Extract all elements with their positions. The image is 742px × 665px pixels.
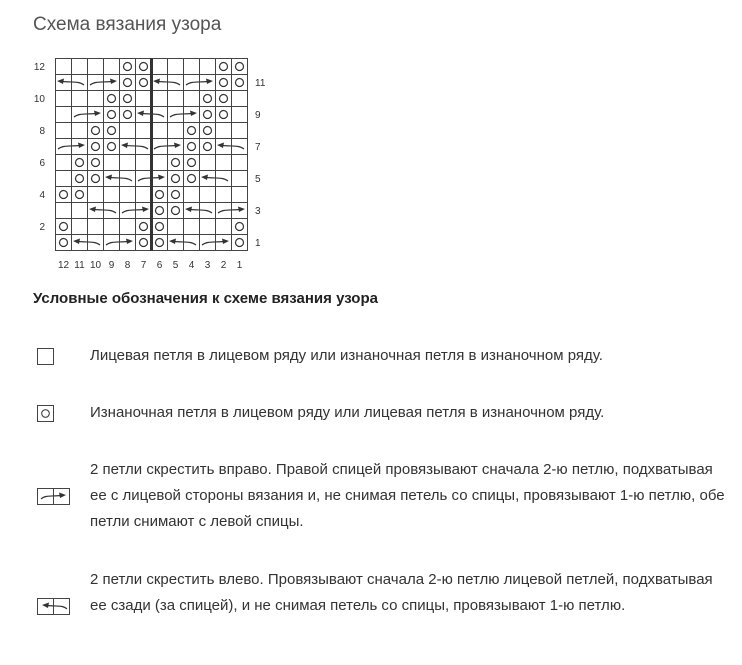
chart-cell: [56, 171, 72, 187]
column-label: 10: [89, 260, 102, 271]
chart-cell: [136, 123, 152, 139]
chart-cell: [184, 59, 200, 75]
column-label: 1: [236, 260, 243, 271]
chart-cell: [184, 203, 200, 219]
chart-cell: [136, 187, 152, 203]
column-label: 4: [188, 260, 195, 271]
chart-cell: [56, 203, 72, 219]
chart-cell: [88, 171, 104, 187]
chart-cell: [56, 123, 72, 139]
chart-cell: [216, 123, 232, 139]
chart-cell: [88, 59, 104, 75]
chart-cell: [232, 91, 248, 107]
chart-cell: [184, 187, 200, 203]
chart-cell: [232, 235, 248, 251]
chart-cell: [72, 155, 88, 171]
chart-cell: [72, 171, 88, 187]
row-label-right: 11: [255, 78, 266, 89]
chart-cell: [120, 91, 136, 107]
chart-cell: [232, 75, 248, 91]
chart-cell: [56, 235, 72, 251]
chart-cell: [184, 91, 200, 107]
chart-cell: [216, 75, 232, 91]
chart-cell: [200, 107, 216, 123]
chart-cell: [168, 187, 184, 203]
chart-cell: [200, 171, 216, 187]
chart-cell: [216, 155, 232, 171]
cross-right-icon: [37, 488, 71, 506]
chart-cell: [56, 75, 72, 91]
chart-cell: [168, 235, 184, 251]
chart-cell: [56, 187, 72, 203]
chart-cell: [104, 155, 120, 171]
cross-left-icon: [37, 598, 71, 616]
chart-cell: [152, 91, 168, 107]
chart-cell: [72, 59, 88, 75]
chart-cell: [152, 187, 168, 203]
chart-cell: [168, 91, 184, 107]
chart-cell: [136, 91, 152, 107]
chart-cell: [168, 59, 184, 75]
chart-cell: [136, 219, 152, 235]
row-label-right: 7: [255, 142, 261, 153]
chart-cell: [136, 155, 152, 171]
chart-cell: [216, 107, 232, 123]
row-label-left: 2: [39, 222, 45, 233]
chart-cell: [88, 155, 104, 171]
row-label-left: 6: [39, 158, 45, 169]
legend-heading: Условные обозначения к схеме вязания узора: [33, 290, 378, 307]
chart-cell: [120, 155, 136, 171]
page-title: Схема вязания узора: [33, 14, 222, 35]
knit-stitch-icon: [37, 348, 55, 366]
column-label: 7: [140, 260, 147, 271]
chart-cell: [232, 187, 248, 203]
chart-cell: [152, 59, 168, 75]
chart-cell: [184, 123, 200, 139]
chart-cell: [88, 187, 104, 203]
chart-cell: [232, 171, 248, 187]
column-label: 3: [204, 260, 211, 271]
chart-cell: [200, 123, 216, 139]
chart-cell: [104, 187, 120, 203]
chart-cell: [184, 219, 200, 235]
chart-cell: [168, 171, 184, 187]
legend-text: 2 петли скрестить вправо. Правой спицей провязывают сначала 2-ю петлю, подхватывая ее с лицевой стороны вязания и, не снимая петель со спицы, провязывают 1-ю петлю, обе петли снимают с левой спицы.: [90, 461, 725, 530]
chart-cell: [104, 91, 120, 107]
chart-cell: [72, 203, 88, 219]
chart-cell: [88, 203, 104, 219]
chart-cell: [72, 91, 88, 107]
chart-cell: [200, 187, 216, 203]
chart-cell: [200, 155, 216, 171]
chart-cell: [72, 219, 88, 235]
chart-cell: [216, 59, 232, 75]
chart-cell: [136, 75, 152, 91]
chart-cell: [232, 107, 248, 123]
chart-cell: [104, 171, 120, 187]
chart-cell: [200, 219, 216, 235]
chart-cell: [72, 123, 88, 139]
chart-cell: [136, 107, 152, 123]
row-label-right: 1: [255, 238, 261, 249]
row-label-left: 10: [33, 94, 45, 105]
chart-cell: [184, 139, 200, 155]
chart-cell: [72, 187, 88, 203]
chart-cell: [168, 123, 184, 139]
column-label: 5: [172, 260, 179, 271]
chart-cell: [120, 75, 136, 91]
knitting-chart: [0, 0, 742, 280]
row-label-left: 8: [39, 126, 45, 137]
chart-cell: [232, 123, 248, 139]
row-label-left: 12: [33, 62, 45, 73]
chart-cell: [168, 203, 184, 219]
chart-cell: [216, 139, 232, 155]
chart-cell: [216, 187, 232, 203]
chart-cell: [232, 59, 248, 75]
chart-cell: [232, 155, 248, 171]
chart-cell: [104, 107, 120, 123]
chart-cell: [104, 123, 120, 139]
chart-cell: [216, 91, 232, 107]
chart-cell: [152, 219, 168, 235]
chart-cell: [104, 59, 120, 75]
chart-cell: [152, 123, 168, 139]
chart-cell: [88, 123, 104, 139]
column-label: 9: [108, 260, 115, 271]
chart-cell: [200, 91, 216, 107]
chart-cell: [120, 107, 136, 123]
chart-cell: [56, 59, 72, 75]
chart-cell: [200, 139, 216, 155]
row-label-right: 3: [255, 206, 261, 217]
chart-cell: [88, 91, 104, 107]
chart-cell: [152, 155, 168, 171]
chart-cell: [88, 219, 104, 235]
chart-cell: [152, 203, 168, 219]
chart-cell: [168, 155, 184, 171]
chart-cell: [184, 171, 200, 187]
chart-cell: [168, 219, 184, 235]
chart-cell: [200, 59, 216, 75]
legend-text: Лицевая петля в лицевом ряду или изнаночная петля в изнаночном ряду.: [90, 347, 603, 364]
chart-cell: [56, 219, 72, 235]
chart-cell: [120, 219, 136, 235]
legend-text: 2 петли скрестить влево. Провязывают сначала 2-ю петлю лицевой петлей, подхватывая ее сзади (за спицей), и не снимая петель со спицы, провязывают 1-ю петлю.: [90, 571, 713, 614]
chart-cell: [104, 219, 120, 235]
column-label: 2: [220, 260, 227, 271]
chart-cell: [72, 235, 88, 251]
chart-cell: [184, 155, 200, 171]
chart-cell: [120, 187, 136, 203]
column-label: 6: [156, 260, 163, 271]
chart-cell: [120, 139, 136, 155]
row-label-left: 4: [39, 190, 45, 201]
column-label: 8: [124, 260, 131, 271]
column-label: 11: [74, 260, 85, 271]
legend-text: Изнаночная петля в лицевом ряду или лицевая петля в изнаночном ряду.: [90, 404, 605, 421]
chart-cell: [120, 123, 136, 139]
chart-cell: [152, 75, 168, 91]
row-label-right: 9: [255, 110, 261, 121]
chart-cell: [136, 235, 152, 251]
chart-cell: [56, 91, 72, 107]
chart-cell: [88, 139, 104, 155]
row-label-right: 5: [255, 174, 261, 185]
chart-cell: [56, 107, 72, 123]
chart-cell: [104, 139, 120, 155]
purl-stitch-icon: [37, 405, 55, 423]
column-label: 12: [57, 260, 70, 271]
chart-cell: [216, 219, 232, 235]
chart-cell: [152, 235, 168, 251]
chart-cell: [120, 59, 136, 75]
chart-cell: [56, 155, 72, 171]
chart-cell: [136, 59, 152, 75]
chart-cell: [232, 219, 248, 235]
